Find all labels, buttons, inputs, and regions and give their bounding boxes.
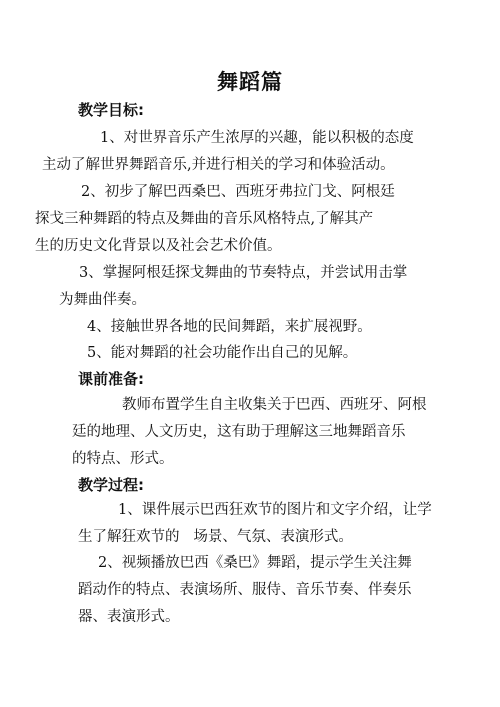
objective-item-5	[87, 340, 357, 367]
objective-item-2-line-3: 生的历史文化背景以及社会艺术价值。	[35, 238, 282, 254]
preparation-item-1-line-3: 的特点、形式。	[72, 451, 174, 467]
objective-item-4-line-1: 4、接触世界各地的民间舞蹈，来扩展视野。	[87, 319, 372, 335]
process-item-1-line-1: 1、课件展示巴西狂欢节的图片和文字介绍，让学	[118, 502, 432, 518]
objective-item-4	[87, 314, 372, 341]
process-item-1-line-2: 生了解狂欢节的 场景、气氛、表演形式。	[78, 529, 353, 545]
objective-item-3-line-2: 为舞曲伴奏。	[59, 292, 146, 308]
process-heading: 教学过程:	[78, 476, 144, 494]
objectives-heading: 教学目标:	[78, 101, 144, 119]
process-item-2-line-2: 蹈动作的特点、表演场所、服侍、音乐节奏、伴奏乐	[78, 582, 412, 598]
objective-item-3	[59, 260, 407, 314]
objective-item-1-line-2: 主动了解世界舞蹈音乐,并进行相关的学习和体验活动。	[42, 157, 395, 173]
objective-item-2-line-2: 探戈三种舞蹈的特点及舞曲的音乐风格特点,了解其产	[35, 211, 374, 227]
process-item-1	[78, 497, 432, 551]
process-item-2-line-3: 器、表演形式。	[78, 609, 180, 625]
preparation-item-1-line-2: 廷的地理、人文历史，这有助于理解这三地舞蹈音乐	[72, 424, 406, 440]
objective-item-5-line-1: 5、能对舞蹈的社会功能作出自己的见解。	[87, 345, 358, 361]
objective-item-2	[35, 179, 395, 260]
preparation-item-1	[72, 392, 427, 473]
page-title: 舞蹈篇	[217, 70, 283, 94]
preparation-item-1-line-1: 教师布置学生自主收集关于巴西、西班牙、阿根	[122, 397, 427, 413]
process-item-2-line-1: 2、视频播放巴西《桑巴》舞蹈，提示学生关注舞	[98, 555, 412, 571]
objective-item-3-line-1: 3、掌握阿根廷探戈舞曲的节奏特点，并尝试用击掌	[79, 265, 408, 281]
objective-item-1-line-1: 1、对世界音乐产生浓厚的兴趣，能以积极的态度	[100, 130, 414, 146]
process-item-2	[78, 550, 412, 631]
objective-item-1	[42, 125, 414, 179]
preparation-heading: 课前准备:	[78, 370, 144, 388]
objective-item-2-line-1: 2、初步了解巴西桑巴、西班牙弗拉门戈、阿根廷	[81, 184, 395, 200]
